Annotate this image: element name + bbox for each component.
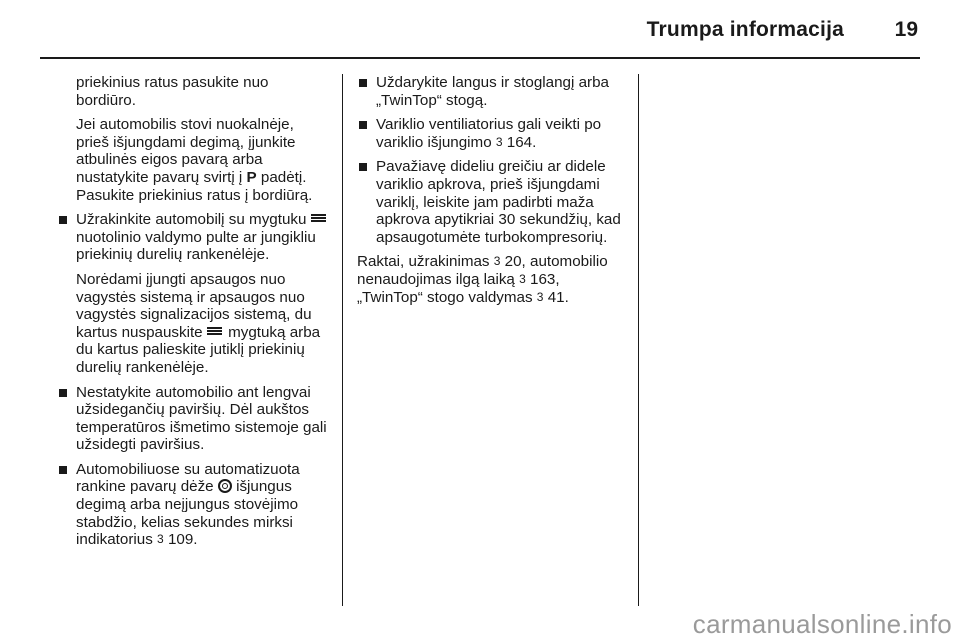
page-ref-link[interactable]: 109. [167,531,198,549]
text: Norėdami įjungti apsaugos nuo vagystės sistemą ir apsaugos nuo vagystės signalizacijos sistemą, du kartus nuspauskite [76,270,312,341]
page-ref-icon: 3 [519,271,526,286]
bullet-windows: Uždarykite langus ir stoglangį arba „TwinTop“ stogą. [357,74,629,109]
page-ref-icon: 3 [493,254,501,269]
text: Raktai, užrakinimas [357,253,494,271]
text: išjungus degimą arba neįjungus stovėjimo stabdžio, kelias sekundes mirksi indikatorius [76,478,299,549]
remote-lock-icon [311,214,326,222]
gear-p-symbol: P [246,168,257,186]
remote-lock-icon [207,327,222,335]
page-title: Trumpa informacija [646,18,844,41]
header-rule [40,57,920,59]
text: Automobiliuose su automatizuota rankine pavarų dėže [76,460,300,496]
paragraph-slope [76,116,329,204]
gearbox-indicator-icon [218,479,232,493]
bullet-turbo: Pavažiavę dideliu greičiu ar didele variklio apkrova, prieš išjungdami variklį, leiskite jam padirbti maža apkrova apytikriai 30 sekundžių, kad apsaugotumėte turbokompresorių. [357,158,629,246]
text: Užrakinkite automobilį su mygtuku [76,211,311,229]
bullet-fan [357,116,629,151]
column-divider [638,74,639,606]
page-ref-icon: 3 [536,289,544,304]
paragraph-antitheft [76,271,329,377]
page-ref-link[interactable]: 20, [504,253,526,271]
text: Variklio ventiliatorius gali veikti po variklio išjungimo [376,116,602,151]
text: padėtį. Pasukite priekinius ratus į bordiūrą. [76,168,313,204]
column-right [357,74,629,306]
text: „TwinTop“ stogo valdymas [357,288,537,306]
column-left [57,74,329,556]
bullet-surface: Nestatykite automobilio ant lengvai užsidegančių paviršių. Dėl aukštos temperatūros išmetimo sistemoje gali užsidegti paviršius. [57,384,329,454]
page-ref-icon: 3 [495,134,503,149]
page-ref-icon: 3 [157,532,164,547]
text: nuotolinio valdymo pulte ar jungikliu priekinių durelių rankenėlėje. [76,228,316,264]
page-ref-link[interactable]: 41. [547,288,569,306]
column-divider [342,74,343,606]
page-ref-link[interactable]: 164. [506,133,537,151]
text: mygtuką arba du kartus palieskite jutiklį priekinių durelių rankenėlėje. [76,323,321,376]
page-number: 19 [894,18,918,41]
watermark: carmanualsonline.info [692,609,952,639]
text: automobilio nenaudojimas ilgą laiką [357,253,608,288]
bullet-gearbox [57,461,329,549]
cross-references [357,253,629,306]
paragraph-wheels: priekinius ratus pasukite nuo bordiūro. [76,74,269,109]
bullet-lock [57,211,329,264]
text: Jei automobilis stovi nuokalnėje, prieš išjungdami degimą, įjunkite atbulinės eigos pavarą arba nustatykite pavarų svirtį į [76,116,296,186]
page-ref-link[interactable]: 163, [530,270,560,288]
